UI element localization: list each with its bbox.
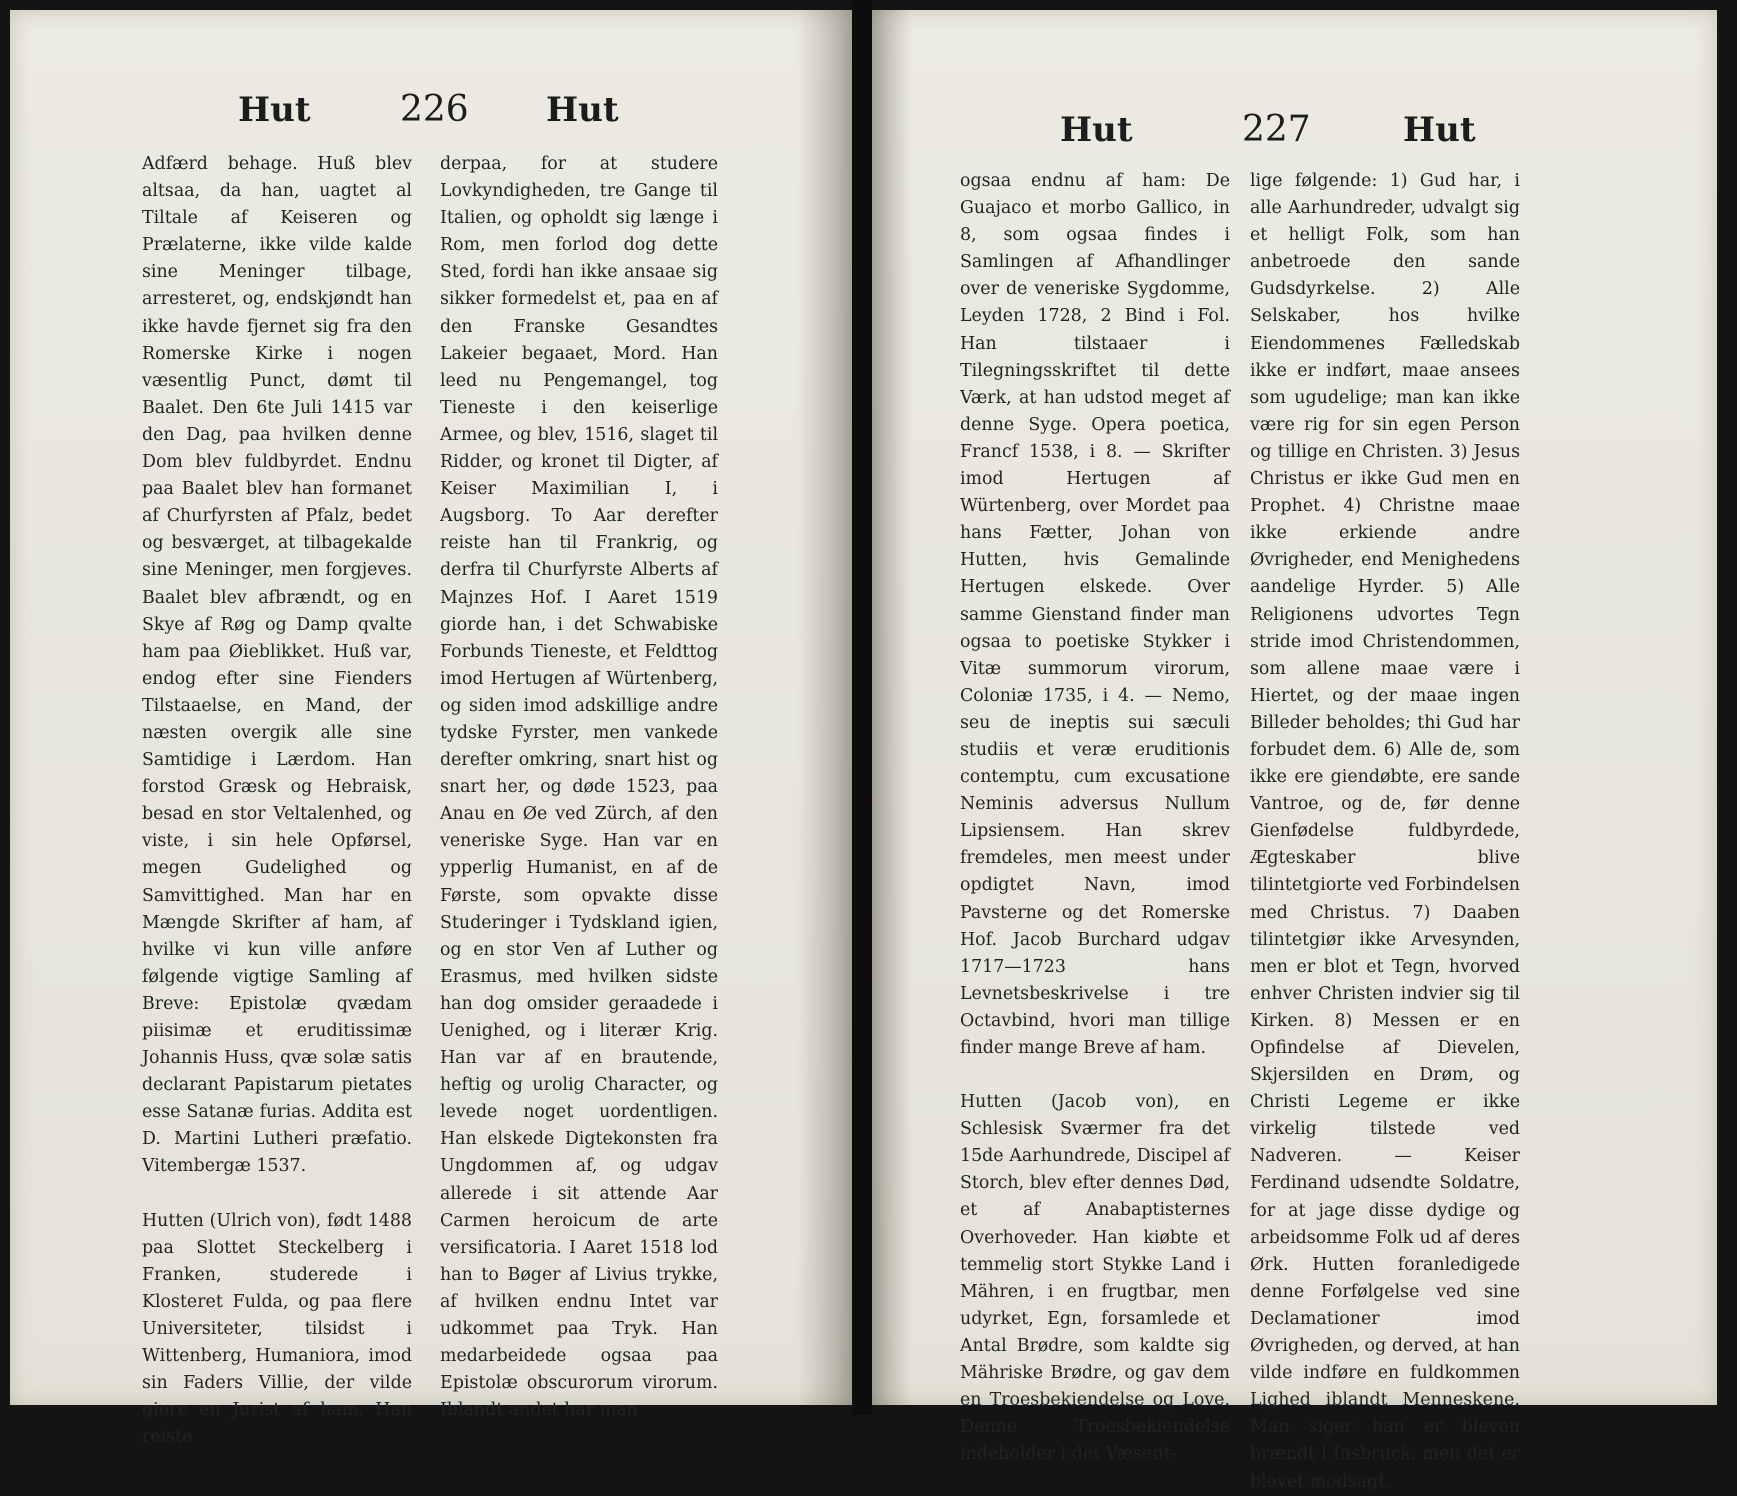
right-header-left-word: Hut	[1060, 110, 1133, 150]
paragraph-jacob-hutten: Hutten (Jacob von), en Schlesisk Sværmer fra det 15de Aarhundrede, Discipel af Storch, blev efter dennes Død, et af Anabaptisternes Overhoveder. Han kiøbte et temmelig stort Stykke Land i Mähren, i en frugtbar, men udyrket, Egn, forsamlede et Antal Brødre, som kaldte sig Mähriske Brødre, og gav dem en Troesbekiendelse og Love. Denne Troesbekiendelse indeholder i det Væsent-	[960, 1092, 1230, 1465]
left-column-2	[440, 151, 718, 1424]
right-column-2	[1250, 168, 1520, 1496]
right-header-right-word: Hut	[1403, 110, 1476, 150]
book-gutter	[852, 0, 872, 1415]
right-page-number: 227	[1242, 109, 1311, 150]
left-column-1	[142, 151, 412, 1451]
left-page-number: 226	[400, 89, 469, 130]
paragraph-ulrich-hutten: Hutten (Ulrich von), født 1488 paa Slottet Steckelberg i Franken, studerede i Klosteret Fulda, og paa flere Universiteter, tilsidst i Wittenberg, Humaniora, imod sin Faders Villie, der vilde giøre en Jurist af ham. Han reiste	[142, 1210, 412, 1448]
left-header-right-word: Hut	[546, 90, 619, 130]
paragraph-ulrich-hutten-cont: derpaa, for at studere Lovkyndigheden, tre Gange til Italien, og opholdt sig længe i Rom, men forlod dog dette Sted, fordi han ikke ansaae sig sikker formedelst et, paa en af den Franske Gesandtes Lakeier begaaet, Mord. Han leed nu Pengemangel, tog Tieneste i den keiserlige Armee, og blev, 1516, slaget til Ridder, og kronet til Digter, af Keiser Maximilian I, i Augsborg. To Aar derefter reiste han til Frankrig, og derfra til Churfyrste Alberts af Majnzes Hof. I Aaret 1519 giorde han, i det Schwabiske Forbunds Tieneste, et Feldttog imod Hertugen af Würtenberg, og siden imod adskillige andre tydske Fyrster, men vankede derefter omkring, snart hist og snart her, og døde 1523, paa Anau en Øe ved Zürch, af den veneriske Syge. Han var en ypperlig Humanist, en af de Første, som opvakte disse Studeringer i Tydskland igien, og en stor Ven af Luther og Erasmus, med hvilken sidste han dog omsider geraadede i Uenighed, og i literær Krig. Han var af en brautende, heftig og urolig Character, og levede noget uordentligen. Han elskede Digtekonsten fra Ungdommen af, og udgav allerede i sit attende Aar Carmen heroicum de arte versificatoria. I Aaret 1518 lod han to Bøger af Livius trykke, af hvilken endnu Intet var udkommet paa Tryk. Han medarbeidede ogsaa paa Epistolæ obscurorum virorum. Iblandt andet har man	[440, 154, 718, 1421]
left-page	[10, 10, 852, 1448]
paragraph-confession-articles: lige følgende: 1) Gud har, i alle Aarhundreder, udvalgt sig et helligt Folk, som han anbetroede den sande Gudsdyrkelse. 2) Alle Selskaber, hos hvilke Eiendommenes Fælledskab ikke er indført, maae ansees som ugudelige; man kan ikke være rig for sin egen Person og tillige en Christen. 3) Jesus Christus er ikke Gud men en Prophet. 4) Christne maae ikke erkiende andre Øvrigheder, end Menighedens aandelige Hyrder. 5) Alle Religionens udvortes Tegn stride imod Christendommen, som allene maae være i Hiertet, og der maae ingen Billeder beholdes; thi Gud har forbudet dem. 6) Alle de, som ikke ere giendøbte, ere sande Vantroe, og de, før denne Gienfødelse fuldbyrdede, Ægteskaber blive tilintetgiorte ved Forbindelsen med Christus. 7) Daaben tilintetgiør ikke Arvesynden, men er blot et Tegn, hvorved enhver Christen indvier sig til Kirken. 8) Messen er en Opfindelse af Dievelen, Skjersilden en Drøm, og Christi Legeme er ikke virkelig tilstede ved Nadveren. — Keiser Ferdinand udsendte Soldatre, for at jage disse dydige og arbeidsomme Folk ud af deres Ørk. Hutten foranledigede denne Forfølgelse ved sine Declamationer imod Øvrigheden, og derved, at han vilde indføre en fuldkommen Lighed iblandt Menneskene. Man siger han er bleven brændt i Insbruck, men det er blevet modsagt.	[1250, 171, 1520, 1492]
right-column-1	[960, 168, 1230, 1468]
left-header-left-word: Hut	[238, 90, 311, 130]
paragraph-huss-end: Adfærd behage. Huß blev altsaa, da han, uagtet al Tiltale af Keiseren og Prælaterne, ikke vilde kalde sine Meninger tilbage, arresteret, og, endskjøndt han ikke havde fjernet sig fra den Romerske Kirke i nogen væsentlig Punct, dømt til Baalet. Den 6te Juli 1415 var den Dag, paa hvilken denne Dom blev fuldbyrdet. Endnu paa Baalet blev han formanet af Churfyrsten af Pfalz, bedet og besværget, at tilbagekalde sine Meninger, men forgjeves. Baalet blev afbrændt, og en Skye af Røg og Damp qvalte ham paa Øieblikket. Huß var, endog efter sine Fienders Tilstaaelse, en Mand, der næsten overgik alle sine Samtidige i Lærdom. Han forstod Græsk og Hebraisk, besad en stor Veltalenhed, og viste, i sin hele Opførsel, megen Gudelighed og Samvittighed. Man har en Mængde Skrifter af ham, af hvilke vi kun ville anføre følgende vigtige Samling af Breve: Epistolæ qvædam piisimæ et eruditissimæ Johannis Huss, qvæ solæ satis declarant Papistarum pietates esse Satanæ furias. Addita est D. Martini Lutheri præfatio. Vitembergæ 1537.	[142, 154, 412, 1177]
paragraph-ulrich-hutten-works: ogsaa endnu af ham: De Guajaco et morbo Gallico, in 8, som ogsaa findes i Samlingen af Afhandlinger over de veneriske Sygdomme, Leyden 1728, 2 Bind i Fol. Han tilstaaer i Tilegningsskriftet til dette Værk, at han udstod meget af denne Syge. Opera poetica, Francf 1538, i 8. — Skrifter imod Hertugen af Würtenberg, over Mordet paa hans Fætter, Johan von Hutten, hvis Gemalinde Hertugen elskede. Over samme Gienstand finder man ogsaa to poetiske Stykker i Vitæ summorum virorum, Coloniæ 1735, i 4. — Nemo, seu de ineptis sui sæculi studiis et veræ eruditionis contemptu, cum excusatione Neminis adversus Nullum Lipsiensem. Han skrev fremdeles, men meest under opdigtet Navn, imod Pavsterne og det Romerske Hof. Jacob Burchard udgav 1717—1723 hans Levnetsbeskrivelse i tre Octavbind, hvori man tillige finder mange Breve af ham.	[960, 171, 1230, 1058]
right-page	[872, 10, 1717, 1492]
